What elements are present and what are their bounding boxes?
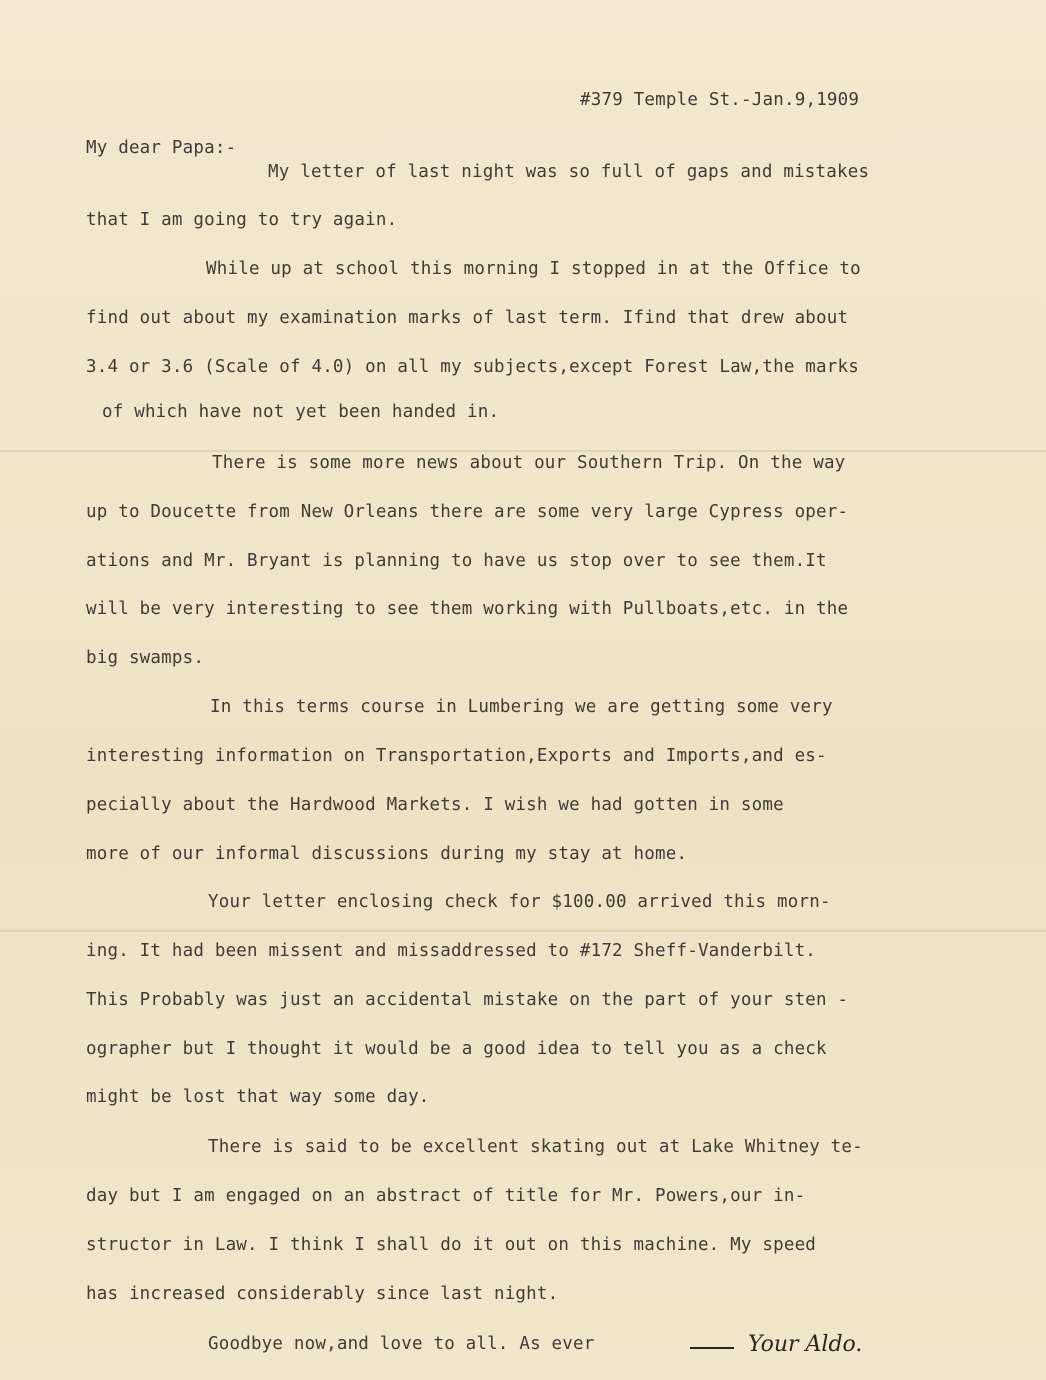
letter-line: There is some more news about our Southern Trip. On the way [212,453,846,473]
letter-line: up to Doucette from New Orleans there are some very large Cypress oper- [86,502,849,522]
letter-line: pecially about the Hardwood Markets. I wish we had gotten in some [86,795,784,815]
letter-line: In this terms course in Lumbering we are getting some very [210,697,833,717]
letter-line: There is said to be excellent skating out at Lake Whitney te- [208,1137,863,1157]
letter-line: more of our informal discussions during my stay at home. [86,844,688,864]
letter-heading: #379 Temple St.-Jan.9,1909 [580,90,860,110]
letter-line: Your letter enclosing check for $100.00 arrived this morn- [208,892,831,912]
salutation: My dear Papa:- [86,138,237,158]
letter-line: has increased considerably since last night. [86,1284,559,1304]
letter-line: big swamps. [86,648,205,668]
letter-line: interesting information on Transportation,Exports and Imports,and es- [86,746,827,766]
letter-line: ations and Mr. Bryant is planning to have us stop over to see them.It [86,551,827,571]
signature-dash [690,1347,734,1349]
letter-line: My letter of last night was so full of gaps and mistakes [268,162,870,182]
letter-line: This Probably was just an accidental mistake on the part of your sten - [86,990,849,1010]
closing-line: Goodbye now,and love to all. As ever [208,1334,595,1354]
letter-line: that I am going to try again. [86,210,398,230]
letter-line: day but I am engaged on an abstract of title for Mr. Powers,our in- [86,1186,806,1206]
letter-line: might be lost that way some day. [86,1087,430,1107]
letter-line: 3.4 or 3.6 (Scale of 4.0) on all my subjects,except Forest Law,the marks [86,357,859,377]
letter-line: ographer but I thought it would be a good idea to tell you as a check [86,1039,827,1059]
letter-line: will be very interesting to see them working with Pullboats,etc. in the [86,599,849,619]
handwritten-signature: Your Aldo. [748,1332,863,1357]
letter-line: structor in Law. I think I shall do it out on this machine. My speed [86,1235,817,1255]
letter-line: find out about my examination marks of last term. Ifind that drew about [86,308,849,328]
letter-line: of which have not yet been handed in. [102,402,500,422]
letter-line: While up at school this morning I stopped in at the Office to [206,259,861,279]
paper-fold [0,930,1046,932]
letter-line: ing. It had been missent and missaddressed to #172 Sheff-Vanderbilt. [86,941,817,961]
